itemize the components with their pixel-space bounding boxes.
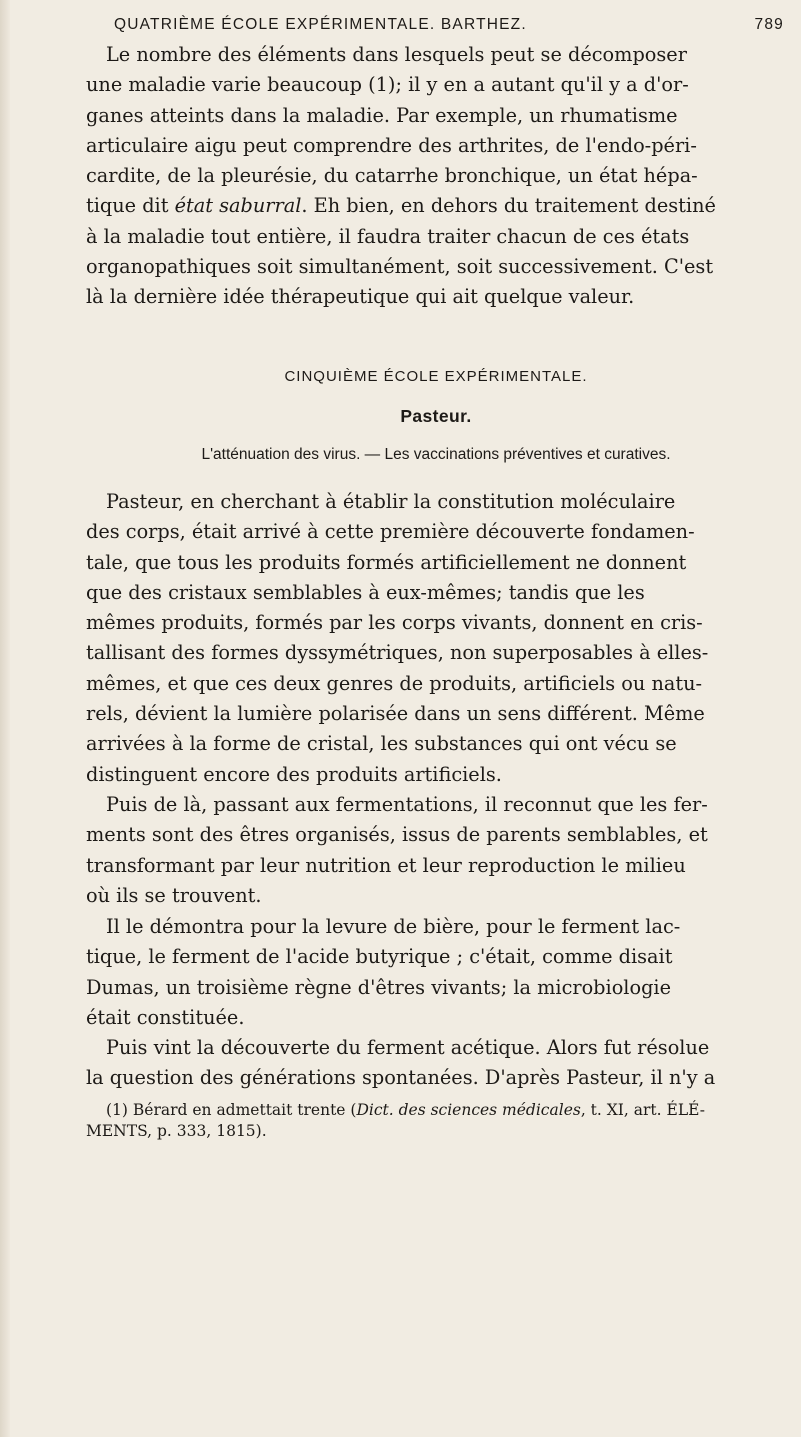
section-heading: CINQUIÈME ÉCOLE EXPÉRIMENTALE. bbox=[284, 368, 588, 385]
text-line: cardite, de la pleurésie, du catarrhe bronchique, un état hépa- bbox=[86, 164, 698, 188]
text-line: Puis vint la découverte du ferment acétique. Alors fut résolue bbox=[106, 1036, 710, 1059]
text-line: à la maladie tout entière, il faudra traiter chacun de ces états bbox=[86, 224, 690, 248]
text-line: tique, le ferment de l'acide butyrique ; c'était, comme disait bbox=[86, 945, 673, 969]
running-title: QUATRIÈME ÉCOLE EXPÉRIMENTALE. BARTHEZ. bbox=[114, 16, 527, 33]
page-number: 789 bbox=[754, 16, 784, 33]
text-line: mêmes produits, formés par les corps vivants, donnent en cris- bbox=[86, 611, 703, 635]
text-line: tale, que tous les produits formés artificiellement ne donnent bbox=[86, 550, 687, 574]
paragraph-pasteur-crystals bbox=[86, 487, 786, 790]
text-line: Dumas, un troisième règne d'êtres vivants; la microbiologie bbox=[86, 975, 671, 999]
text-line: transformant par leur nutrition et leur reproduction le milieu bbox=[86, 853, 686, 877]
footnote-line: MENTS, p. 333, 1815). bbox=[86, 1122, 267, 1140]
italic-term: état saburral bbox=[174, 194, 302, 218]
paragraph-spontaneous-generation bbox=[86, 1033, 786, 1094]
text-line: où ils se trouvent. bbox=[86, 883, 262, 907]
running-header bbox=[114, 16, 784, 38]
text-line: était constituée. bbox=[86, 1005, 245, 1029]
text-line: articulaire aigu peut comprendre des arthrites, de l'endo-péri- bbox=[86, 133, 697, 157]
text-line: là la dernière idée thérapeutique qui ait quelque valeur. bbox=[86, 285, 635, 309]
italic-citation: Dict. des sciences médicales bbox=[356, 1101, 581, 1119]
paragraph-microbiology bbox=[86, 912, 786, 1033]
text-line: Le nombre des éléments dans lesquels peut se décomposer bbox=[106, 43, 687, 66]
text-line: rels, dévient la lumière polarisée dans un sens différent. Même bbox=[86, 702, 705, 726]
text-line: des corps, était arrivé à cette première découverte fondamen- bbox=[86, 520, 695, 544]
text-line: tallisant des formes dyssymétriques, non superposables à elles- bbox=[86, 641, 709, 665]
footnote-line: (1) Bérard en admettait trente (Dict. des sciences médicales, t. XI, art. ÉLÉ- bbox=[106, 1101, 705, 1119]
section-summary: L'atténuation des virus. — Les vaccinations préventives et curatives. bbox=[201, 446, 671, 463]
section-name: Pasteur. bbox=[400, 406, 472, 426]
text-line: ganes atteints dans la maladie. Par exemple, un rhumatisme bbox=[86, 103, 678, 127]
text-line: que des cristaux semblables à eux-mêmes; tandis que les bbox=[86, 580, 645, 604]
text-line: Puis de là, passant aux fermentations, il reconnut que les fer- bbox=[106, 793, 708, 816]
text-line: ments sont des êtres organisés, issus de parents semblables, et bbox=[86, 823, 708, 847]
text-line: la question des générations spontanées. D'après Pasteur, il n'y a bbox=[86, 1066, 716, 1090]
text-line: une maladie varie beaucoup (1); il y en a autant qu'il y a d'or- bbox=[86, 73, 689, 97]
text-line: Il le démontra pour la levure de bière, pour le ferment lac- bbox=[106, 915, 681, 938]
text-line: arrivées à la forme de cristal, les substances qui ont vécu se bbox=[86, 732, 677, 756]
text-line-with-italic: tique dit état saburral. Eh bien, en dehors du traitement destiné bbox=[86, 194, 716, 218]
text-line: Pasteur, en cherchant à établir la constitution moléculaire bbox=[106, 490, 676, 513]
text-line: distinguent encore des produits artificiels. bbox=[86, 762, 502, 786]
text-line: mêmes, et que ces deux genres de produits, artificiels ou natu- bbox=[86, 671, 703, 695]
paragraph-barthez-elements bbox=[86, 40, 786, 313]
footnote bbox=[86, 1100, 786, 1142]
page-edge-shadow bbox=[0, 0, 10, 1437]
text-line: organopathiques soit simultanément, soit successivement. C'est bbox=[86, 255, 714, 279]
paragraph-fermentations bbox=[86, 790, 786, 911]
